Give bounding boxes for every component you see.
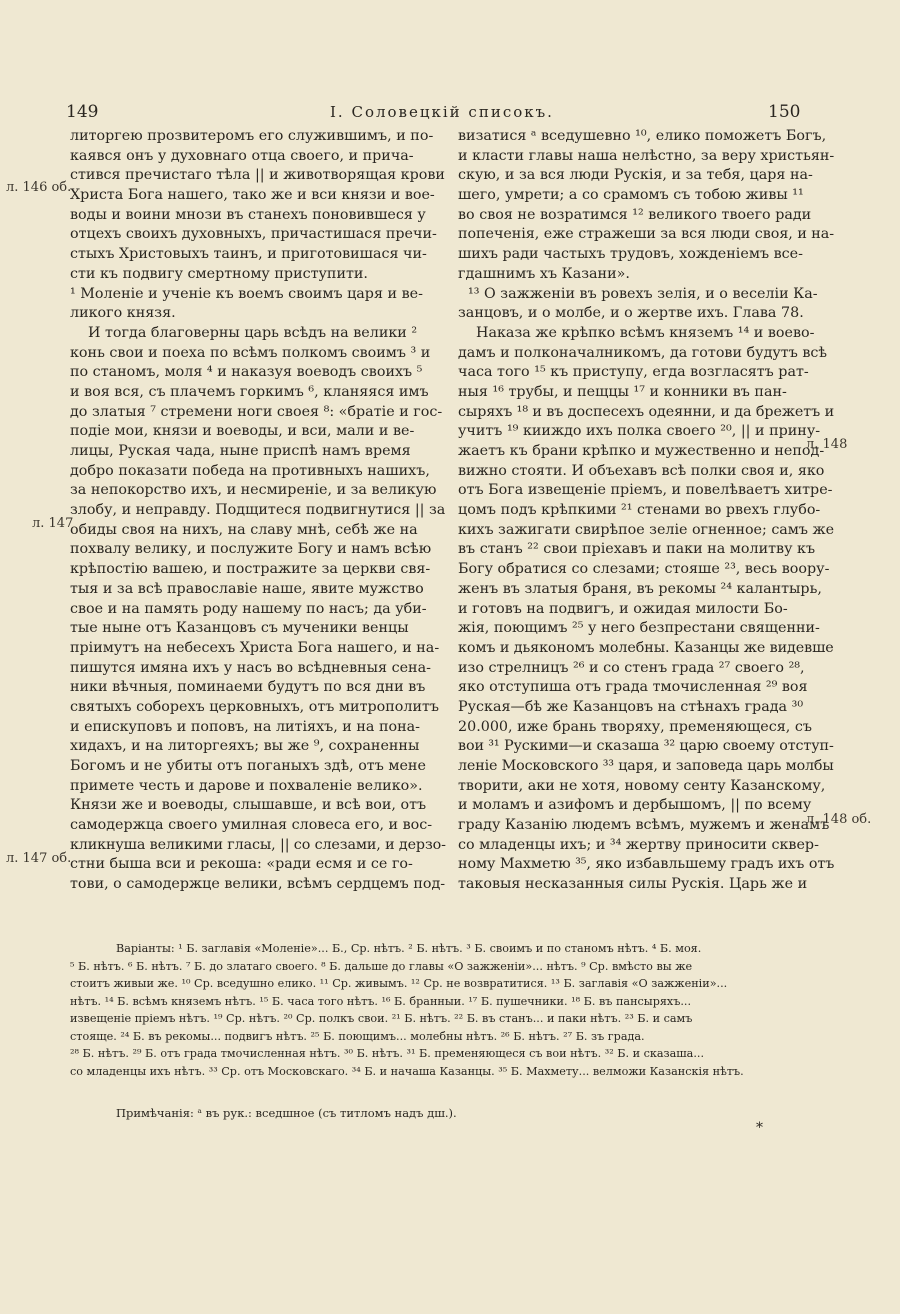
text-line: жаетъ къ брани крѣпко и мужественно и непод- (458, 443, 825, 459)
right-text-column (458, 127, 834, 895)
text-line: въ станъ ²² свои прiехавъ и паки на молитву къ (458, 541, 816, 558)
text-line: и епискуповъ и поповъ, на литiяхъ, и на пона- (70, 718, 421, 735)
text-line: похвалу велику, и послужите Богу и намъ всѣю (70, 541, 432, 558)
text-line: стни быша вси и рекоша: «ради есмя и се го- (70, 856, 413, 873)
text-line: гдашнимъ хъ Казани». (458, 265, 630, 282)
text-line: Руская—бѣ же Казанцовъ на стѣнахъ града ³⁰ (458, 698, 804, 715)
text-line: тые ныне отъ Казанцовъ съ мученики венцы (70, 620, 409, 637)
margin-folio-note: л. 147 (32, 516, 74, 531)
text-line: жiя, поющимъ ²⁵ у него безпрестани священни- (458, 620, 820, 637)
text-line: свое и на память роду нашему по насъ; да уби- (70, 600, 427, 617)
variant-line: ²⁸ Б. нѣтъ. ²⁹ Б. отъ града тмочисленная нѣтъ. ³⁰ Б. нѣтъ. ³¹ Б. пременяющеся съ вои нѣтъ. ³² Б. и сказаша... (70, 1047, 705, 1060)
text-line: отцехъ своихъ духовныхъ, причастишася пречи- (70, 226, 437, 243)
text-line: стився пречистаго тѣла || и животворящая крови (70, 167, 445, 184)
text-line: и готовъ на подвигъ, и ожидая милости Бо- (458, 600, 788, 617)
text-line: до златыя ⁷ стремени ноги своея ⁸: «братiе и гос- (70, 403, 443, 420)
margin-folio-note: л. 148 об. (806, 812, 872, 827)
text-line: учитъ ¹⁹ кииждо ихъ полка своего ²⁰, || и прину- (458, 423, 821, 440)
text-line: шего, умрети; а со срамомъ съ тобою живы ¹¹ (458, 187, 804, 204)
text-line: ныя ¹⁶ трубы, и пещцы ¹⁷ и конники въ пан- (458, 383, 787, 400)
left-text-column (70, 127, 446, 895)
page-number-left: 149 (66, 102, 99, 122)
text-line: каявся онъ у духовнаго отца своего, и прича- (70, 147, 414, 164)
text-line: 20.000, иже брань творяху, пременяющеся, съ (458, 718, 812, 735)
asterisk-mark: * (756, 1120, 763, 1136)
text-line: и моламъ и азифомъ и дербышомъ, || по всему (458, 797, 812, 814)
text-line: граду Казанiю людемъ всѣмъ, мужемъ и женамъ (458, 817, 830, 834)
text-line: дамъ и полконачалникомъ, да готови будутъ всѣ (458, 344, 828, 361)
text-line: вижно стояти. И объехавъ всѣ полки своя и, яко (458, 462, 825, 479)
margin-folio-note: л. 147 об. (6, 851, 72, 866)
text-line: шихъ ради частыхъ трудовъ, хожденiемъ все- (458, 246, 803, 263)
text-line: подiе мои, князи и воеводы, и вси, мали и ве- (70, 423, 415, 440)
margin-folio-note: л. 148 (806, 437, 848, 452)
text-line: вои ³¹ Рускими—и сказаша ³² царю своему отступ- (458, 738, 834, 755)
text-line: скую, и за вся люди Рускiя, и за тебя, царя на- (458, 167, 813, 184)
text-line: сти къ подвигу смертному приступити. (70, 265, 368, 282)
text-line: Князи же и воеводы, слышавше, и всѣ вои, отъ (70, 797, 427, 814)
text-line: таковыя несказанныя силы Рускiя. Царь же и (458, 876, 808, 893)
text-line: добро показати победа на противныхъ нашихъ, (70, 462, 430, 479)
margin-folio-note: л. 146 об. (6, 180, 72, 195)
text-line: кихъ зажигати свирѣпое зелiе огненное; самъ же (458, 521, 835, 538)
text-line: изо стрелницъ ²⁶ и со стенъ града ²⁷ своего ²⁸, (458, 659, 805, 676)
editorial-notes: Примѣчанiя: ᵃ въ рук.: вседшное (съ титломъ надъ дш.). (116, 1106, 457, 1120)
page-number-right: 150 (768, 102, 801, 122)
text-line: за непокорство ихъ, и несмиренiе, и за великую (70, 482, 437, 499)
text-line: по станомъ, моля ⁴ и наказуя воеводъ своихъ ⁵ (70, 364, 423, 381)
text-line: ники вѣчныя, поминаеми будутъ по вся дни въ (70, 679, 426, 696)
text-line: пишутся имяна ихъ у насъ во всѣдневныя сена- (70, 659, 431, 676)
text-line: Богу обратися со слезами; стояше ²³, весь воору- (458, 561, 830, 578)
variant-line: стоитъ живыи же. ¹⁰ Ср. вседушно елико. ¹¹ Ср. живымъ. ¹² Ср. не возвратитися. ¹³ Б. заглавiя «О зажженiи»... (70, 977, 728, 990)
text-line: Наказа же крѣпко всѣмъ княземъ ¹⁴ и воево- (476, 324, 815, 341)
text-line: цомъ подъ крѣпкими ²¹ стенами во рвехъ глубо- (458, 502, 821, 519)
text-line: женъ въ златыя браня, въ рекомы ²⁴ калантырь, (458, 580, 822, 597)
text-line: Богомъ и не убиты отъ поганыхъ здѣ, отъ мене (70, 758, 426, 774)
text-line: со младенцы ихъ; и ³⁴ жертву приносити сквер- (458, 836, 819, 853)
variant-line: извещенiе прiемъ нѣтъ. ¹⁹ Ср. нѣтъ. ²⁰ Ср. полкъ свои. ²¹ Б. нѣтъ. ²² Б. въ станъ... и паки нѣтъ. ²³ Б. и самъ (70, 1012, 693, 1025)
variant-line: ⁵ Б. нѣтъ. ⁶ Б. нѣтъ. ⁷ Б. до златаго своего. ⁸ Б. дальше до главы «О зажженiи»... нѣтъ. ⁹ Ср. вмѣсто вы же (70, 959, 693, 973)
text-line: и класти главы наша нелѣстно, за веру христьян- (458, 147, 835, 164)
chapter-heading: занцовъ, и о молбе, и о жертве ихъ. Глава 78. (458, 305, 804, 322)
text-line: ленiе Московского ³³ царя, и заповеда царь молбы (458, 758, 834, 774)
text-line: И тогда благоверны царь всѣдъ на велики ² (88, 324, 418, 341)
chapter-heading: ¹³ О зажженiи въ ровехъ зелiя, и о веселiи Ка- (468, 285, 818, 302)
variant-line: Варiанты: ¹ Б. заглавiя «Моленiе»... Б., Ср. нѣтъ. ² Б. нѣтъ. ³ Б. своимъ и по станомъ нѣтъ. ⁴ Б. моя. (116, 942, 702, 955)
text-line: комъ и дьякономъ молебны. Казанцы же видевше (458, 639, 834, 656)
text-line: кликнуша великими гласы, || со слезами, и дерзо- (70, 836, 446, 853)
chapter-heading: ликого князя. (70, 305, 176, 322)
text-line: стыхъ Христовыхъ таинъ, и приготовишася чи- (70, 246, 427, 263)
variant-line: стояще. ²⁴ Б. въ рекомы... подвигъ нѣтъ. ²⁵ Б. поющимъ... молебны нѣтъ. ²⁶ Б. нѣтъ. ²⁷ Б. зъ града. (70, 1029, 645, 1043)
text-line: литоргею прозвитеромъ его служившимъ, и по- (70, 128, 434, 144)
text-line: тови, о самодержце велики, всѣмъ сердцемъ под- (70, 876, 446, 893)
text-line: во своя не возратимся ¹² великого твоего ради (458, 206, 812, 223)
text-line: лицы, Руская чада, ныне приспѣ намъ время (70, 443, 411, 459)
text-line: и воя вся, съ плачемъ горкимъ ⁶, кланяяся имъ (70, 383, 429, 400)
text-line: визатися ᵃ вседушевно ¹⁰, елико поможетъ Богъ, (458, 128, 827, 144)
text-line: обиды своя на нихъ, на славу мнѣ, себѣ же на (70, 521, 418, 538)
running-title: I. Соловецкiй списокъ. (330, 103, 554, 121)
text-line: попеченiя, еже стражеши за вся люди своя, и на- (458, 226, 835, 243)
variant-line: нѣтъ. ¹⁴ Б. всѣмъ княземъ нѣтъ. ¹⁵ Б. часа того нѣтъ. ¹⁶ Б. бранныи. ¹⁷ Б. пушечники. ¹⁸ Б. въ пансыряхъ... (70, 994, 692, 1008)
variant-line: со младенцы ихъ нѣтъ. ³³ Ср. отъ Московскаго. ³⁴ Б. и начаша Казанцы. ³⁵ Б. Махмету... велможи Казанскiя нѣтъ. (70, 1064, 744, 1078)
text-line: самодержца своего умилная словеса его, и вос- (70, 817, 433, 834)
text-line: прiимутъ на небесехъ Христа Бога нашего, и на- (70, 639, 440, 656)
text-line: творити, аки не хотя, новому сенту Казанскому, (458, 777, 826, 794)
text-line: яко отступиша отъ града тмочисленная ²⁹ воя (458, 679, 808, 696)
text-line: часа того ¹⁵ къ приступу, егда возгласятъ рат- (458, 364, 809, 381)
text-line: примете честь и дарове и похваленiе велико». (70, 777, 423, 794)
text-line: хидахъ, и на литоргеяхъ; вы же ⁹, сохраненны (70, 738, 420, 755)
text-line: Христа Бога нашего, тако же и вси князи и вое- (70, 187, 435, 204)
text-line: крѣпостiю вашею, и постражите за церкви свя- (70, 561, 431, 578)
text-line: отъ Бога извещенiе прiемъ, и повелѣваетъ хитре- (458, 482, 833, 499)
text-line: сыряхъ ¹⁸ и въ доспесехъ одеянни, и да брежетъ и (458, 403, 835, 420)
text-line: тыя и за всѣ православiе наше, явите мужство (70, 580, 424, 597)
text-line: ному Махметю ³⁵, яко избавльшему градъ ихъ отъ (458, 856, 835, 873)
text-line: воды и воини мнози въ станехъ поновившеся у (70, 206, 426, 223)
chapter-heading: ¹ Моленiе и ученiе къ воемъ своимъ царя и ве- (70, 285, 423, 302)
text-line: злобу, и неправду. Подщитеся подвигнутися || за (70, 502, 446, 519)
text-line: конь свои и поеха по всѣмъ полкомъ своимъ ³ и (70, 344, 431, 361)
variants-apparatus (70, 940, 840, 1080)
text-line: святыхъ соборехъ церковныхъ, отъ митрополитъ (70, 698, 439, 715)
